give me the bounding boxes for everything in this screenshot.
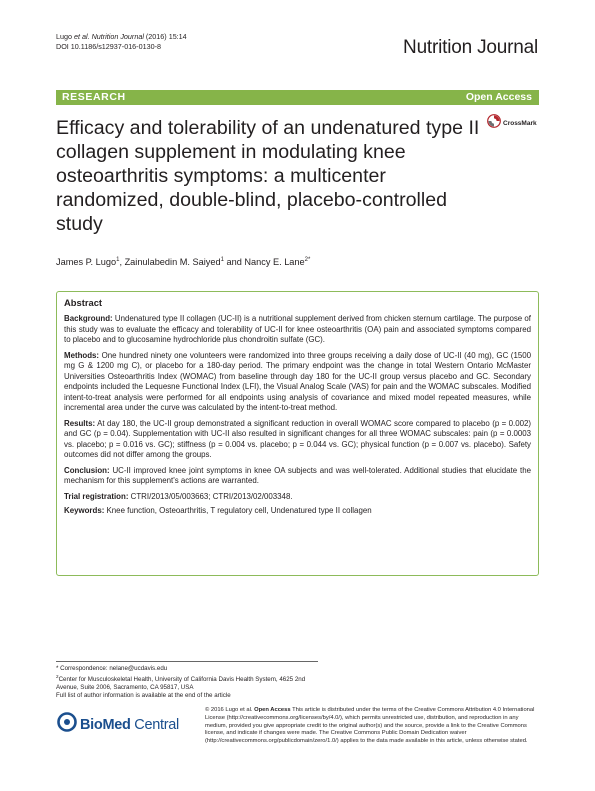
article-type-banner	[56, 90, 539, 105]
abstract-box	[56, 291, 539, 576]
abstract-conclusion	[64, 466, 531, 487]
affiliation-marker: 1	[220, 257, 224, 263]
section-label: Conclusion:	[64, 465, 110, 475]
article-type: RESEARCH	[62, 91, 126, 103]
section-label: Trial registration:	[64, 491, 129, 501]
section-text: At day 180, the UC-II group demonstrated a significant reduction in overall WOMAC score compared to placebo (p = 0.002) and GC (p = 0.04). Supplementation with UC-II also resulted in significant changes for all three WOMAC subscales: pain (p = 0.0003 vs. placebo; p = 0.016 vs. GC); stiffness (p = 0.004 vs. placebo; p = 0.044 vs. GC); physical function (p = 0.007 vs. placebo). Safety outcomes did not differ among the groups.	[64, 418, 531, 459]
copyright: © 2016 Lugo et al.	[205, 707, 255, 713]
citation-authors: Lugo	[56, 32, 74, 41]
open-access-bold: Open Access	[254, 707, 291, 713]
publisher-name-bold: BioMed	[80, 716, 131, 733]
affiliation	[56, 673, 318, 692]
license-statement	[205, 707, 541, 746]
affiliation-marker: 2	[56, 674, 59, 679]
license-text: This article is distributed under the terms of the Creative Commons Attribution 4.0 International License (http://creativecommons.org/licenses/by/4.0/), which permits unrestricted use, distribution, and reproduction in any medium, provided you give appropriate credit to the original author(s) and the source, provide a link to the Creative Commons license, and indicate if changes were made. The Creative Commons Public Domain Dedication waiver (http://creativecommons.org/publicdomain/zero/1.0/) applies to the data made available in this article, unless otherwise stated.	[205, 707, 535, 745]
abstract-heading: Abstract	[64, 297, 103, 308]
trial-registration	[64, 492, 531, 503]
citation-journal: et al. Nutrition Journal	[74, 32, 144, 41]
section-text: UC-II improved knee joint symptoms in knee OA subjects and was well-tolerated. Additional studies that elucidate the mechanism for this supplement's actions are warranted.	[64, 465, 531, 485]
section-text: One hundred ninety one volunteers were randomized into three groups receiving a daily dose of UC-II (40 mg), GC (1500 mg G & 1200 mg C), or placebo for a 180-day period. The primary endpoint was the change in total Western Ontario McMaster Universities Osteoarthritis Index (WOMAC) from baseline through day 180 for the UC-II group versus placebo and GC. Secondary endpoints included the Lequesne Functional Index (LFI), the Visual Analog Scale (VAS) for pain and the WOMAC subscales. Modified intent-to-treat analysis were performed for all endpoints using analysis of covariance and mixed model repeated measures, while incremental area under the curve was calculated by the intent-to-treat method.	[64, 350, 531, 412]
author-name[interactable]: Zainulabedin M. Saiyed	[124, 257, 221, 268]
section-label: Background:	[64, 314, 113, 323]
separator: ,	[119, 257, 125, 268]
section-text: Knee function, Osteoarthritis, T regulatory cell, Undenatured type II collagen	[104, 506, 372, 515]
abstract-background	[64, 314, 531, 346]
section-label: Results:	[64, 418, 96, 428]
publisher-name-rest: Central	[130, 716, 179, 733]
correspondence[interactable]: * Correspondence: nelane@ucdavis.edu	[56, 665, 168, 672]
section-text: Undenatured type II collagen (UC-II) is a nutritional supplement derived from chicken sternum cartilage. The purpose of this study was to evaluate the efficacy and tolerability of UC-II for knee osteoarthritis (OA) pain and associated symptoms compared to placebo and to glucosamine hydrochloride plus chondroitin sulfate (GC).	[64, 314, 531, 344]
author-name[interactable]: James P. Lugo	[56, 257, 117, 268]
keywords	[64, 506, 531, 517]
citation-line	[56, 32, 187, 42]
crossmark-label: CrossMark	[503, 120, 537, 127]
author-name[interactable]: Nancy E. Lane	[244, 257, 305, 268]
section-text: CTRI/2013/05/003663; CTRI/2013/02/003348.	[128, 491, 293, 501]
abstract-methods	[64, 351, 531, 414]
abstract-results	[64, 419, 531, 461]
separator: and	[223, 257, 245, 268]
citation-volume: (2016) 15:14	[143, 32, 187, 41]
section-label: Keywords:	[64, 506, 105, 515]
section-label: Methods:	[64, 350, 100, 360]
doi[interactable]: DOI 10.1186/s12937-016-0130-8	[56, 42, 161, 51]
biomed-central-logo-icon	[57, 712, 77, 737]
affiliation-marker: 1	[116, 257, 120, 263]
affiliation-marker: 2*	[304, 257, 311, 263]
footnotes	[56, 661, 318, 700]
crossmark-icon	[487, 114, 501, 133]
publisher-logo[interactable]	[57, 712, 179, 737]
journal-name: Nutrition Journal	[403, 37, 538, 58]
affiliation-text: Center for Musculoskeletal Health, University of California Davis Health System, 4625 2nd Avenue, Suite 2006, Sacramento, CA 95817, USA	[56, 676, 306, 692]
publisher-name	[80, 717, 179, 733]
author-list	[56, 257, 310, 267]
author-info-note: Full list of author information is available at the end of the article	[56, 692, 231, 700]
running-header	[56, 32, 187, 52]
article-title: Efficacy and tolerability of an undenatured type II collagen supplement in modulating knee osteoarthritis symptoms: a multicenter randomized, double-blind, placebo-controlled study	[56, 117, 480, 235]
open-access-label: Open Access	[465, 91, 532, 103]
crossmark-badge[interactable]	[487, 114, 537, 133]
